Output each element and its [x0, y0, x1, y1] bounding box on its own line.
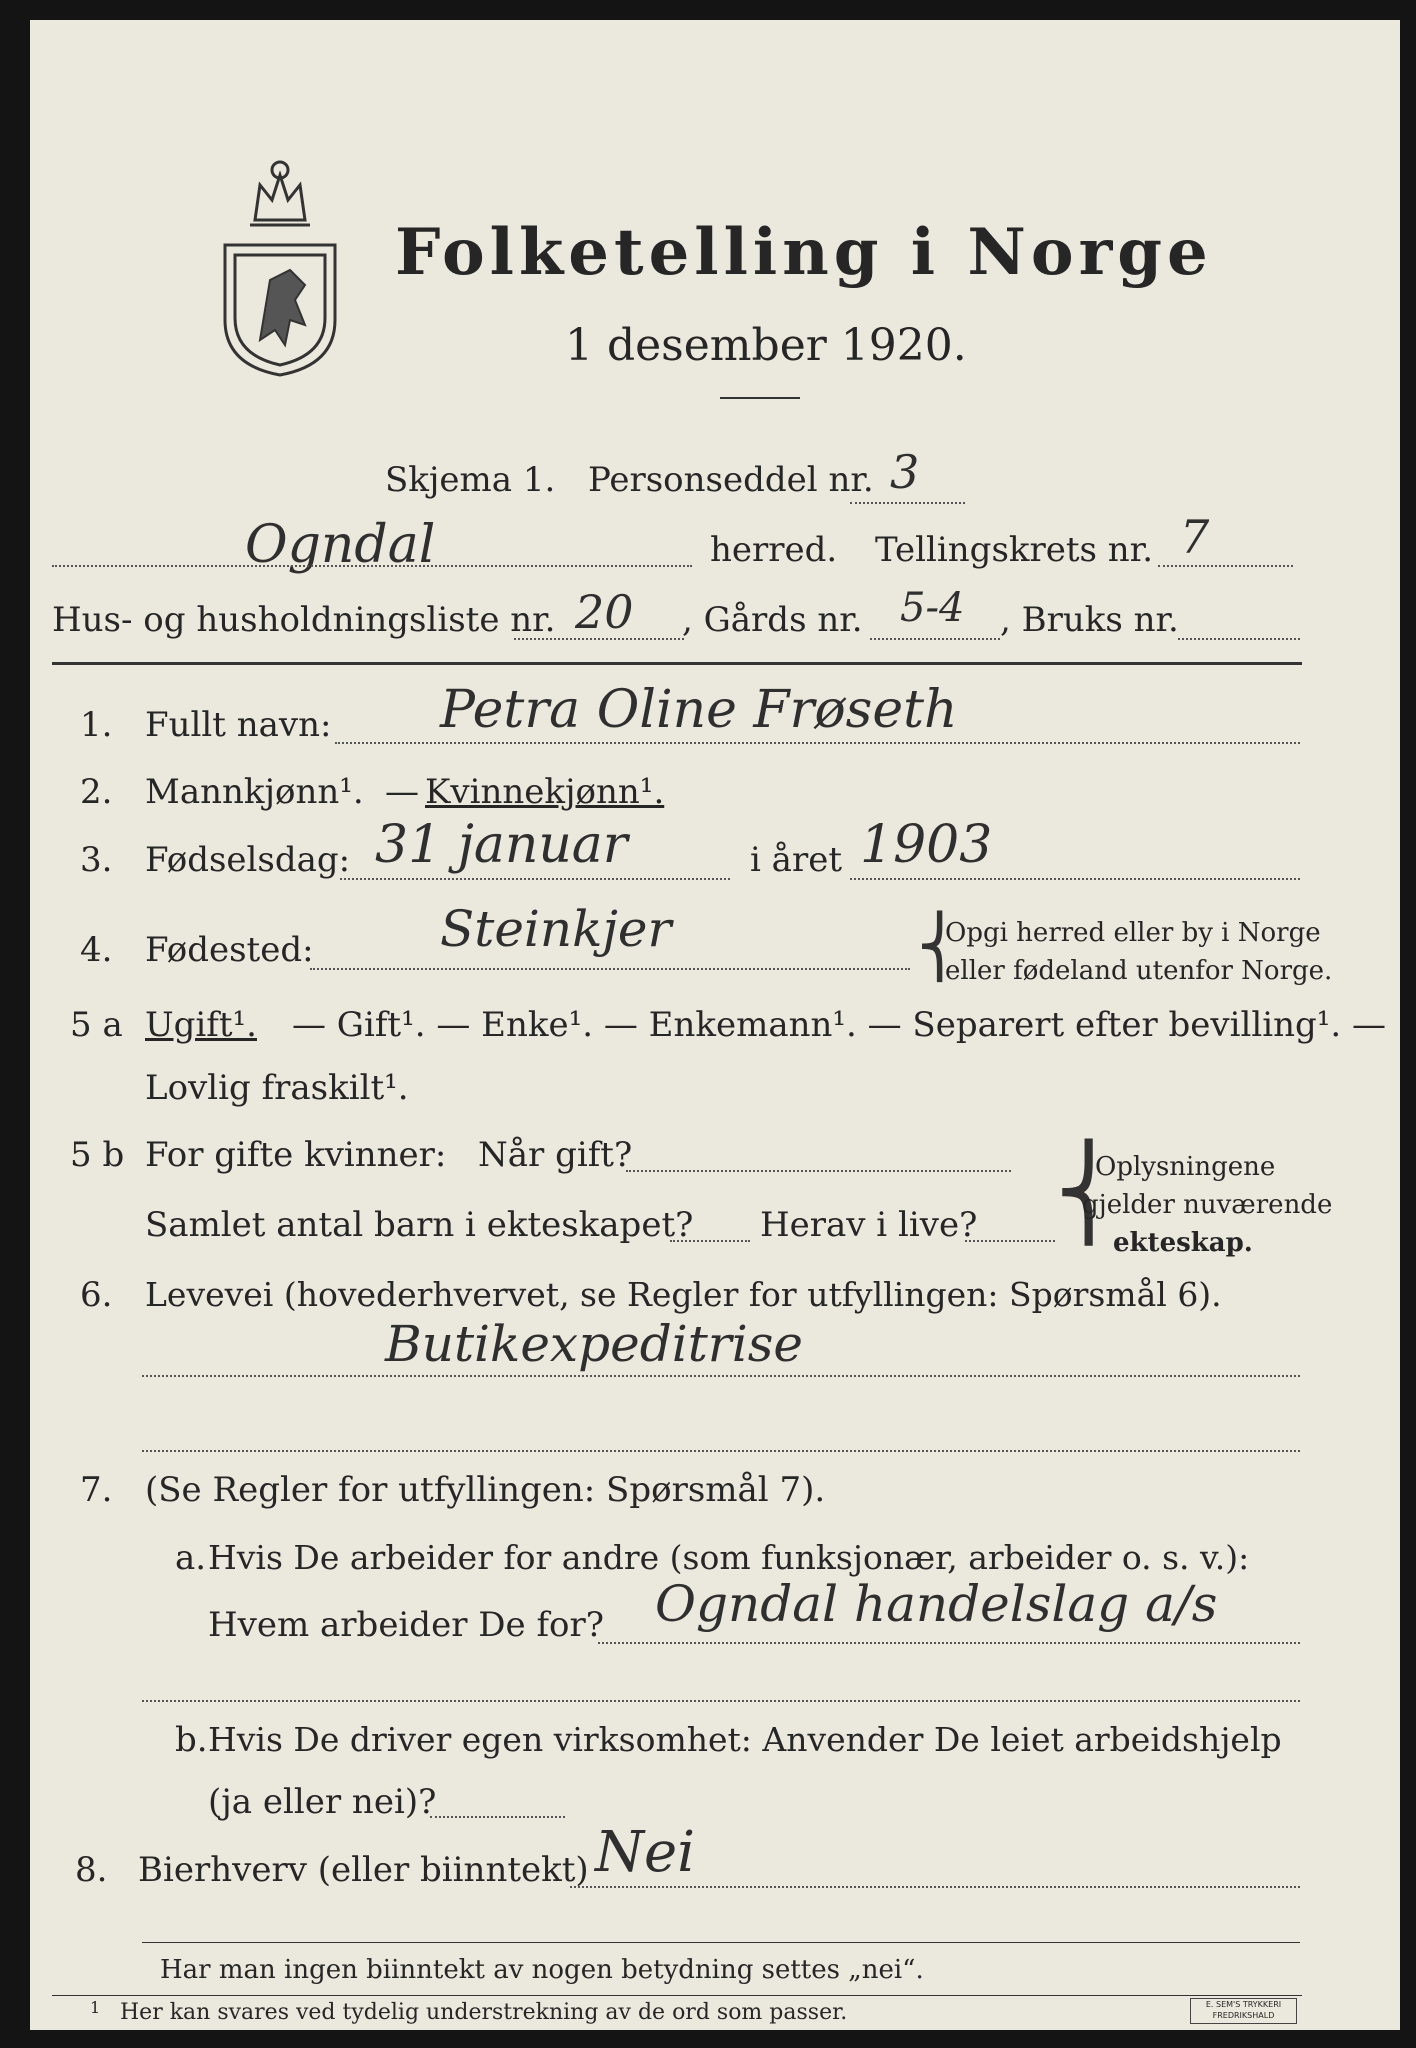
q5b-naar-line	[626, 1170, 1011, 1172]
q5a-number: 5 a	[70, 1005, 123, 1045]
q4-note-line2: eller fødeland utenfor Norge.	[945, 956, 1333, 986]
q2-separator: —	[385, 772, 419, 812]
herred-value[interactable]: Ogndal	[245, 515, 436, 575]
footnote-text: Her kan svares ved tydelig understrekning av de ord som passer.	[120, 2000, 848, 2025]
q8-label: Bierhverv (eller biinntekt)	[138, 1850, 589, 1890]
q7a-line2	[142, 1700, 1300, 1702]
q8-line	[570, 1886, 1300, 1888]
q7-label: (Se Regler for utfyllingen: Spørsmål 7).	[145, 1470, 826, 1510]
footer-note: Har man ingen biinntekt av nogen betydning settes „nei“.	[160, 1955, 924, 1985]
q4-note-brace: ⎨	[917, 912, 962, 982]
footnote-rule	[52, 1995, 1302, 1996]
bruks-label: , Bruks nr.	[1000, 600, 1179, 640]
q5b-live-line	[965, 1240, 1055, 1242]
q5b-note-line3: ekteskap.	[1113, 1228, 1253, 1258]
q3-day-line	[340, 878, 730, 880]
q7a-line	[598, 1642, 1300, 1644]
q7a-question: Hvem arbeider De for?	[208, 1605, 604, 1645]
census-form-sheet	[30, 20, 1400, 2030]
herred-line	[52, 565, 692, 567]
q3-year-label: i året	[750, 840, 842, 880]
q4-note-line1: Opgi herred eller by i Norge	[945, 918, 1321, 948]
q4-number: 4.	[80, 930, 113, 970]
footnote-number: 1	[90, 1998, 101, 2017]
q5b-barn: Samlet antal barn i ekteskapet?	[145, 1205, 694, 1245]
q1-number: 1.	[80, 705, 113, 745]
census-date: 1 desember 1920.	[565, 320, 967, 371]
q5a-ugift: Ugift¹.	[145, 1005, 257, 1045]
q8-value[interactable]: Nei	[595, 1820, 696, 1885]
q5b-number: 5 b	[70, 1135, 125, 1175]
q5a-status-options: — Gift¹. — Enke¹. — Enkemann¹. — Separert efter bevilling¹. —	[292, 1005, 1387, 1045]
printer-stamp	[1190, 1998, 1297, 2024]
q3-year-value[interactable]: 1903	[860, 815, 993, 875]
q2-female: Kvinnekjønn¹.	[425, 772, 665, 812]
q6-number: 6.	[80, 1275, 113, 1315]
q5b-note-brace: ⎨	[1055, 1140, 1123, 1245]
q5b-note-line1: Oplysningene	[1095, 1152, 1276, 1182]
q5b-note-line2: gjelder nuværende	[1082, 1190, 1333, 1220]
tellingskrets-label: Tellingskrets nr.	[875, 530, 1154, 570]
q3-label: Fødselsdag:	[145, 840, 351, 880]
q7a-letter: a.	[175, 1538, 207, 1578]
q6-line1	[142, 1375, 1300, 1377]
herred-label: herred.	[710, 530, 838, 570]
q2-male: Mannkjønn¹.	[145, 772, 364, 812]
bruks-line	[1178, 638, 1300, 640]
q1-line	[335, 742, 1300, 744]
liste-label: Hus- og husholdningsliste nr.	[52, 600, 556, 640]
printer-line2: FREDRIKSHALD	[1212, 2011, 1275, 2020]
liste-value[interactable]: 20	[575, 585, 634, 639]
gards-label: , Gårds nr.	[682, 600, 863, 640]
q7a-text: Hvis De arbeider for andre (som funksjonær, arbeider o. s. v.):	[208, 1538, 1250, 1577]
q6-line2	[142, 1450, 1300, 1452]
personseddel-value[interactable]: 3	[890, 445, 920, 499]
q5b-live: Herav i live?	[760, 1205, 978, 1245]
title-divider	[720, 397, 800, 399]
q7-number: 7.	[80, 1470, 113, 1510]
tellingskrets-line	[1158, 565, 1293, 567]
q8-line2	[142, 1942, 1300, 1943]
q7b-letter: b.	[175, 1720, 208, 1760]
printer-line1: E. SEM'S TRYKKERI	[1205, 2000, 1282, 2009]
q5b-barn-line	[670, 1240, 750, 1242]
q5b-label: For gifte kvinner:	[145, 1135, 447, 1175]
q4-value[interactable]: Steinkjer	[440, 900, 672, 958]
q7b-question: (ja eller nei)?	[208, 1782, 437, 1822]
personseddel-line	[850, 502, 965, 504]
q6-value[interactable]: Butikexpeditrise	[385, 1315, 803, 1373]
q7b-line	[430, 1816, 565, 1818]
q1-label: Fullt navn:	[145, 705, 332, 745]
q3-number: 3.	[80, 840, 113, 880]
q5b-naar-gift: Når gift?	[478, 1135, 633, 1175]
skjema-label: Skjema 1.	[385, 460, 556, 500]
q4-line	[310, 968, 910, 970]
q1-value[interactable]: Petra Oline Frøseth	[440, 680, 958, 740]
tellingskrets-value[interactable]: 7	[1180, 510, 1210, 564]
gards-line	[870, 638, 1000, 640]
personseddel-label: Personseddel nr.	[588, 460, 874, 500]
q3-year-line	[850, 878, 1300, 880]
q7a-value[interactable]: Ogndal handelslag a/s	[655, 1575, 1218, 1633]
q5a-line2: Lovlig fraskilt¹.	[145, 1068, 409, 1108]
q4-label: Fødested:	[145, 930, 314, 970]
coat-of-arms-icon	[210, 150, 350, 380]
q8-number: 8.	[75, 1850, 108, 1890]
q6-label: Levevei (hovederhvervet, se Regler for utfyllingen: Spørsmål 6).	[145, 1275, 1222, 1314]
gards-value[interactable]: 5-4	[900, 585, 965, 631]
q2-number: 2.	[80, 772, 113, 812]
form-title: Folketelling i Norge	[395, 215, 1213, 290]
header-rule	[52, 662, 1302, 665]
q3-day-value[interactable]: 31 januar	[375, 815, 628, 875]
q7b-text: Hvis De driver egen virksomhet: Anvender De leiet arbeidshjelp	[208, 1720, 1282, 1759]
